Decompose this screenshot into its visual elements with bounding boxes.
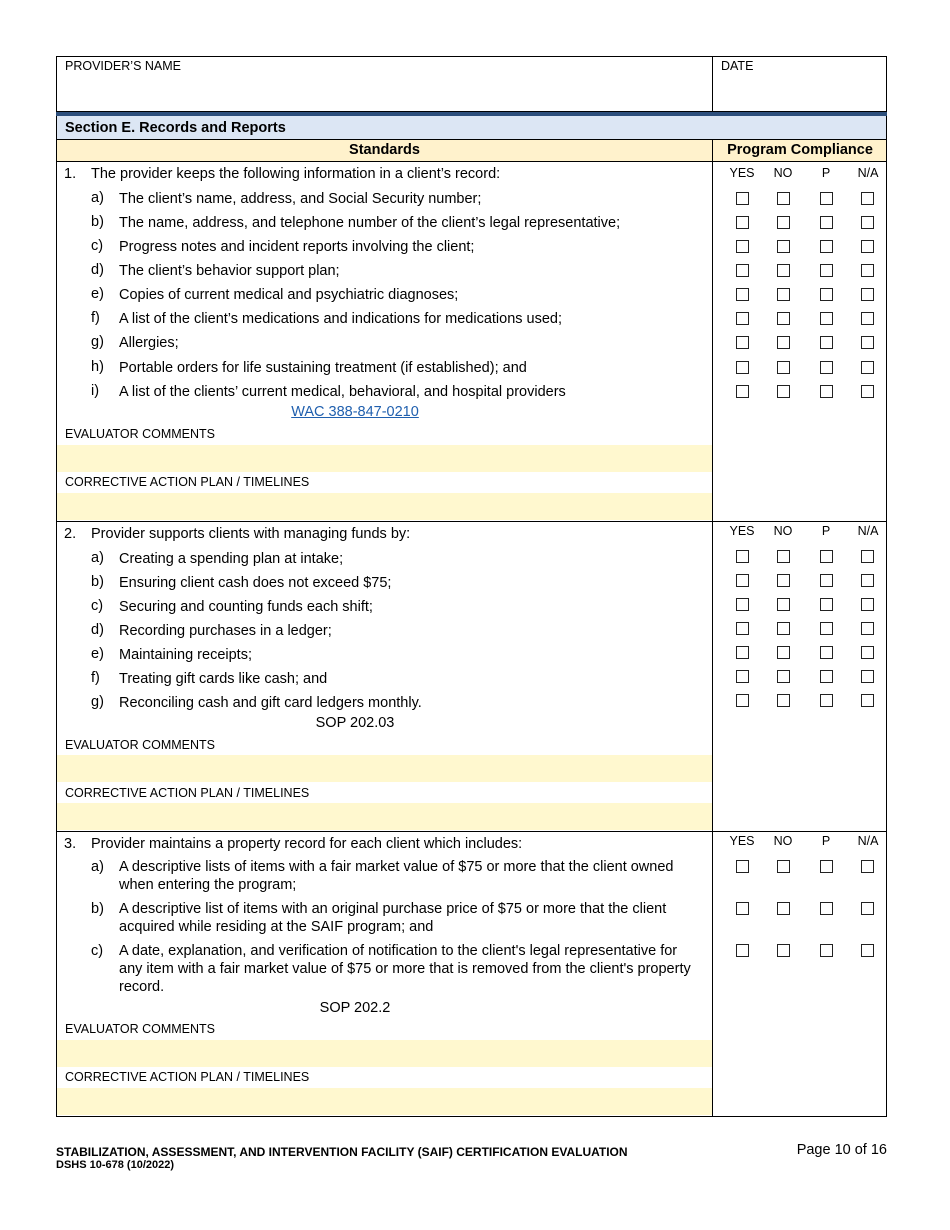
evaluator-comments-field xyxy=(57,755,712,782)
checkbox-yes[interactable] xyxy=(736,385,749,398)
corrective-action-label: CORRECTIVE ACTION PLAN / TIMELINES xyxy=(65,1070,310,1084)
item-letter: f) xyxy=(91,310,100,326)
checkbox-no[interactable] xyxy=(777,646,790,659)
evaluator-comments-input[interactable] xyxy=(57,1040,712,1067)
reference xyxy=(57,1000,653,1016)
item-text: The client’s name, address, and Social Security number; xyxy=(119,191,482,207)
item-text: Portable orders for life sustaining treatment (if established); and xyxy=(119,360,527,376)
evaluator-comments-label: EVALUATOR COMMENTS xyxy=(65,738,216,752)
checkbox-yes[interactable] xyxy=(736,264,749,277)
evaluator-comments-field xyxy=(57,1040,712,1067)
item-text: A list of the clients’ current medical, behavioral, and hospital providers xyxy=(119,384,566,400)
item-letter: i) xyxy=(91,383,100,399)
standard-row-2 xyxy=(56,522,887,832)
checkbox-yes[interactable] xyxy=(736,598,749,611)
checkbox-no[interactable] xyxy=(777,385,790,398)
corrective-action-label: CORRECTIVE ACTION PLAN / TIMELINES xyxy=(65,786,310,800)
checkbox-yes[interactable] xyxy=(736,550,749,563)
item-letter: b) xyxy=(91,901,104,917)
checkbox-no[interactable] xyxy=(777,694,790,707)
item-letter: d) xyxy=(91,262,104,278)
checkbox-p[interactable] xyxy=(820,598,833,611)
page-number: Page 10 of 16 xyxy=(796,1142,887,1158)
provider-date-header xyxy=(56,56,887,112)
checkbox-na[interactable] xyxy=(861,646,874,659)
provider-name-cell xyxy=(57,57,713,111)
standard-text: Provider supports clients with managing funds by: xyxy=(91,526,411,542)
checkbox-p[interactable] xyxy=(820,550,833,563)
checkbox-no[interactable] xyxy=(777,944,790,957)
compliance-column-header: Program Compliance xyxy=(727,142,873,158)
checkbox-na[interactable] xyxy=(861,622,874,635)
checkbox-yes[interactable] xyxy=(736,694,749,707)
checkbox-p[interactable] xyxy=(820,646,833,659)
item-text: Securing and counting funds each shift; xyxy=(119,599,373,615)
checkbox-p[interactable] xyxy=(820,622,833,635)
checkbox-no[interactable] xyxy=(777,192,790,205)
p-label: P xyxy=(821,834,831,848)
checkbox-no[interactable] xyxy=(777,622,790,635)
compliance-cell xyxy=(713,162,887,521)
checkbox-p[interactable] xyxy=(820,694,833,707)
item-text: Copies of current medical and psychiatric diagnoses; xyxy=(119,287,459,303)
checkbox-na[interactable] xyxy=(861,264,874,277)
checkbox-yes[interactable] xyxy=(736,216,749,229)
standard-number: 2. xyxy=(64,526,77,542)
na-label: N/A xyxy=(857,524,879,538)
item-text: The name, address, and telephone number of the client’s legal representative; xyxy=(119,215,621,231)
corrective-action-input[interactable] xyxy=(57,493,712,520)
checkbox-no[interactable] xyxy=(777,361,790,374)
item-letter: g) xyxy=(91,334,104,350)
standard-text: Provider maintains a property record for each client which includes: xyxy=(91,836,523,852)
item-text: Allergies; xyxy=(119,335,179,351)
no-label: NO xyxy=(773,166,793,180)
item-text: A date, explanation, and verification of notification to the client's legal representative for any item with a fair market value of $75 or more that is removed from the client's property record. xyxy=(119,943,691,995)
reference xyxy=(57,715,653,731)
standards-column-header: Standards xyxy=(57,140,713,161)
footer-form-number: DSHS 10-678 (10/2022) xyxy=(56,1159,175,1171)
compliance-cell xyxy=(713,832,887,1116)
p-label: P xyxy=(821,166,831,180)
checkbox-na[interactable] xyxy=(861,361,874,374)
checkbox-p[interactable] xyxy=(820,361,833,374)
checkbox-yes[interactable] xyxy=(736,646,749,659)
checkbox-no[interactable] xyxy=(777,336,790,349)
checkbox-no[interactable] xyxy=(777,312,790,325)
checkbox-no[interactable] xyxy=(777,670,790,683)
standard-number: 3. xyxy=(64,836,77,852)
no-label: NO xyxy=(773,834,793,848)
checkbox-p[interactable] xyxy=(820,216,833,229)
evaluator-comments-input[interactable] xyxy=(57,755,712,782)
standard-row-1 xyxy=(56,162,887,522)
checkbox-no[interactable] xyxy=(777,288,790,301)
checkbox-yes[interactable] xyxy=(736,336,749,349)
checkbox-p[interactable] xyxy=(820,385,833,398)
checkbox-yes[interactable] xyxy=(736,361,749,374)
checkbox-no[interactable] xyxy=(777,902,790,915)
date-cell xyxy=(713,57,887,111)
checkbox-p[interactable] xyxy=(820,944,833,957)
checkbox-no[interactable] xyxy=(777,240,790,253)
corrective-action-field xyxy=(57,493,712,520)
item-letter: b) xyxy=(91,214,104,230)
corrective-action-label: CORRECTIVE ACTION PLAN / TIMELINES xyxy=(65,475,310,489)
item-letter: a) xyxy=(91,190,104,206)
checkbox-no[interactable] xyxy=(777,550,790,563)
checkbox-p[interactable] xyxy=(820,860,833,873)
checkbox-p[interactable] xyxy=(820,670,833,683)
item-letter: c) xyxy=(91,943,104,959)
item-text: A list of the client’s medications and indications for medications used; xyxy=(119,311,563,327)
item-text: Treating gift cards like cash; and xyxy=(119,671,328,687)
evaluator-comments-label: EVALUATOR COMMENTS xyxy=(65,427,216,441)
corrective-action-input[interactable] xyxy=(57,1088,712,1115)
item-text: The client’s behavior support plan; xyxy=(119,263,340,279)
checkbox-na[interactable] xyxy=(861,944,874,957)
item-letter: f) xyxy=(91,670,100,686)
item-letter: c) xyxy=(91,598,104,614)
sop-reference: SOP 202.2 xyxy=(319,1000,391,1016)
checkbox-na[interactable] xyxy=(861,216,874,229)
item-letter: d) xyxy=(91,622,104,638)
checkbox-na[interactable] xyxy=(861,288,874,301)
checkbox-p[interactable] xyxy=(820,240,833,253)
item-letter: a) xyxy=(91,550,104,566)
item-text: Ensuring client cash does not exceed $75; xyxy=(119,575,392,591)
item-letter: a) xyxy=(91,859,104,875)
provider-name-input[interactable] xyxy=(63,79,706,109)
column-header xyxy=(56,140,887,162)
na-label: N/A xyxy=(857,834,879,848)
checkbox-na[interactable] xyxy=(861,336,874,349)
date-label: DATE xyxy=(721,59,754,73)
checkbox-yes[interactable] xyxy=(736,670,749,683)
checkbox-p[interactable] xyxy=(820,192,833,205)
checkbox-na[interactable] xyxy=(861,192,874,205)
evaluator-comments-field xyxy=(57,445,712,472)
standard-number: 1. xyxy=(64,166,77,182)
checkbox-na[interactable] xyxy=(861,694,874,707)
checkbox-no[interactable] xyxy=(777,264,790,277)
checkbox-na[interactable] xyxy=(861,670,874,683)
reference xyxy=(57,404,653,420)
checkbox-na[interactable] xyxy=(861,902,874,915)
standard-text: The provider keeps the following information in a client’s record: xyxy=(91,166,501,182)
item-text: Reconciling cash and gift card ledgers monthly. xyxy=(119,695,422,711)
item-letter: c) xyxy=(91,238,104,254)
checkbox-p[interactable] xyxy=(820,574,833,587)
sop-reference: SOP 202.03 xyxy=(315,715,395,731)
checkbox-yes[interactable] xyxy=(736,312,749,325)
provider-name-label: PROVIDER’S NAME xyxy=(65,59,181,73)
standard-content xyxy=(57,162,713,521)
checkbox-yes[interactable] xyxy=(736,902,749,915)
corrective-action-input[interactable] xyxy=(57,803,712,830)
checkbox-na[interactable] xyxy=(861,385,874,398)
checkbox-no[interactable] xyxy=(777,860,790,873)
section-title: Section E. Records and Reports xyxy=(65,120,286,136)
item-letter: g) xyxy=(91,694,104,710)
evaluator-comments-label: EVALUATOR COMMENTS xyxy=(65,1022,216,1036)
yes-label: YES xyxy=(729,834,755,848)
checkbox-p[interactable] xyxy=(820,264,833,277)
checkbox-yes[interactable] xyxy=(736,574,749,587)
footer-form-title: STABILIZATION, ASSESSMENT, AND INTERVENTION FACILITY (SAIF) CERTIFICATION EVALUATION xyxy=(56,1145,628,1159)
item-letter: e) xyxy=(91,286,104,302)
item-letter: h) xyxy=(91,359,104,375)
checkbox-yes[interactable] xyxy=(736,622,749,635)
evaluator-comments-input[interactable] xyxy=(57,445,712,472)
standard-content xyxy=(57,832,713,1116)
item-letter: e) xyxy=(91,646,104,662)
corrective-action-field xyxy=(57,803,712,830)
item-text: Progress notes and incident reports involving the client; xyxy=(119,239,475,255)
checkbox-yes[interactable] xyxy=(736,944,749,957)
checkbox-na[interactable] xyxy=(861,860,874,873)
checkbox-na[interactable] xyxy=(861,598,874,611)
checkbox-na[interactable] xyxy=(861,550,874,563)
standard-content xyxy=(57,522,713,831)
item-text: A descriptive list of items with an original purchase price of $75 or more that the client acquired while residing at the SAIF program; and xyxy=(119,901,667,935)
na-label: N/A xyxy=(857,166,879,180)
p-label: P xyxy=(821,524,831,538)
no-label: NO xyxy=(773,524,793,538)
item-letter: b) xyxy=(91,574,104,590)
checkbox-p[interactable] xyxy=(820,312,833,325)
checkbox-na[interactable] xyxy=(861,574,874,587)
checkbox-no[interactable] xyxy=(777,216,790,229)
checkbox-no[interactable] xyxy=(777,598,790,611)
item-text: Recording purchases in a ledger; xyxy=(119,623,332,639)
item-text: A descriptive lists of items with a fair market value of $75 or more that the client owned when entering the program; xyxy=(119,859,674,893)
checkbox-yes[interactable] xyxy=(736,860,749,873)
section-title-bar xyxy=(56,116,887,140)
item-text: Maintaining receipts; xyxy=(119,647,252,663)
standard-row-3 xyxy=(56,832,887,1117)
yes-label: YES xyxy=(729,524,755,538)
checkbox-p[interactable] xyxy=(820,336,833,349)
date-input[interactable] xyxy=(719,79,881,109)
yes-label: YES xyxy=(729,166,755,180)
checkbox-na[interactable] xyxy=(861,312,874,325)
checkbox-no[interactable] xyxy=(777,574,790,587)
checkbox-yes[interactable] xyxy=(736,288,749,301)
checkbox-p[interactable] xyxy=(820,288,833,301)
corrective-action-field xyxy=(57,1088,712,1115)
checkbox-p[interactable] xyxy=(820,902,833,915)
item-text: Creating a spending plan at intake; xyxy=(119,551,344,567)
compliance-cell xyxy=(713,522,887,831)
wac-reference-link[interactable]: WAC 388-847-0210 xyxy=(291,404,419,420)
checkbox-na[interactable] xyxy=(861,240,874,253)
checkbox-yes[interactable] xyxy=(736,192,749,205)
checkbox-yes[interactable] xyxy=(736,240,749,253)
